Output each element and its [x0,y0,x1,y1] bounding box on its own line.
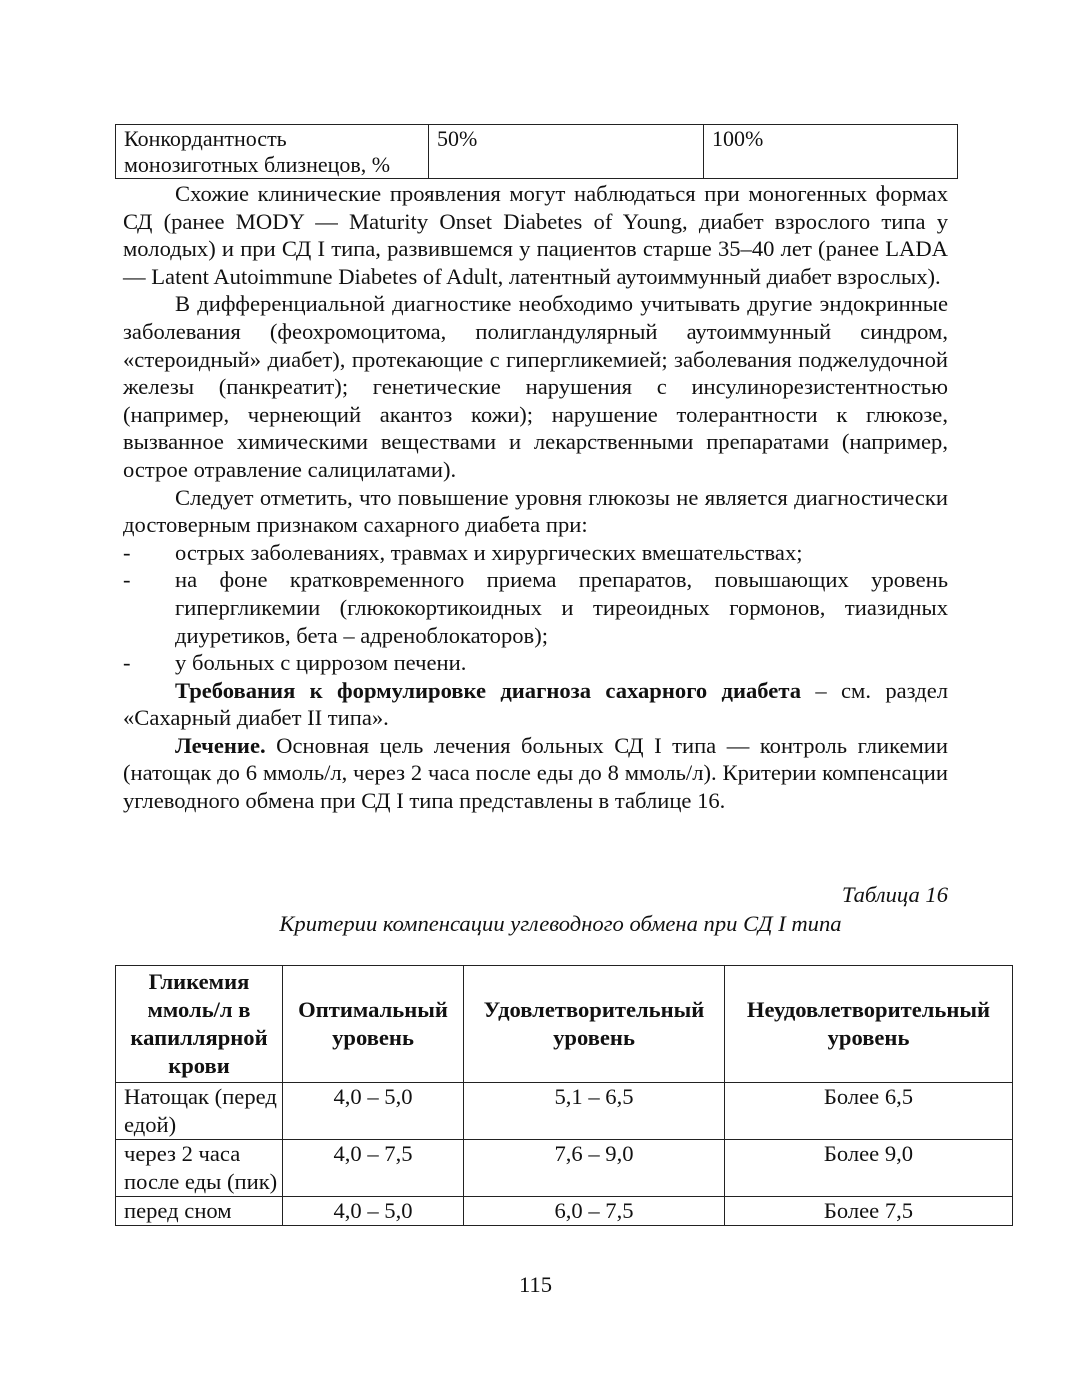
list-item [123,539,948,567]
table-cell: Более 7,5 [725,1197,1013,1226]
table-cell: 100% [704,125,958,179]
table-header-row [116,966,1013,1083]
bullet-dash: - [123,539,131,565]
list-item [123,649,948,677]
list-item-text: на фоне кратковременного приема препаратов, повышающих уровень гипергликемии (глюкокортикоидных и тиреоидных гормонов, тиазидных диуретиков, бета – адреноблокаторов); [175,567,948,648]
bold-lead: Требования к формулировке диагноза сахарного диабета [175,677,801,703]
column-header: Оптимальный уровень [283,966,464,1083]
paragraph: Следует отметить, что повышение уровня глюкозы не является диагностически достоверным признаком сахарного диабета при: [123,484,948,538]
table-row [116,1083,1013,1140]
table-cell: 50% [429,125,704,179]
row-label: Натощак (перед едой) [116,1083,283,1140]
table-cell: 5,1 – 6,5 [464,1083,725,1140]
list-item [123,566,948,649]
table-row [116,1197,1013,1226]
bullet-dash: - [123,650,131,676]
column-header: Неудовлетворительный уровень [725,966,1013,1083]
row-label: перед сном [116,1197,283,1226]
list-item-text: у больных с циррозом печени. [175,650,467,676]
paragraph [123,732,948,815]
table-row [116,125,958,179]
table-cell: 4,0 – 7,5 [283,1140,464,1197]
table-cell: Более 6,5 [725,1083,1013,1140]
table-cell: 4,0 – 5,0 [283,1197,464,1226]
paragraph [123,677,948,732]
bullet-dash: - [123,567,131,593]
column-header: Гликемия ммоль/л в капиллярной крови [116,966,283,1083]
page-number: 115 [518,1272,553,1297]
table-cell: Более 9,0 [725,1140,1013,1197]
table-row [116,1140,1013,1197]
table-cell: 7,6 – 9,0 [464,1140,725,1197]
table-title: Критерии компенсации углеводного обмена при СД I типа [279,911,842,936]
table-cell: Конкордантность монозиготных близнецов, % [116,125,429,179]
paragraph-rest: – см. раздел «Сахарный диабет II типа». [123,677,949,731]
list-item-text: острых заболеваниях, травмах и хирургических вмешательствах; [175,539,803,565]
paragraph-rest: Основная цель лечения больных СД I типа — контроль гликемии (натощак до 6 ммоль/л, через 2 часа после еды до 8 ммоль/л). Критерии компенсации углеводного обмена при СД I типа представлены в таблице 16. [123,732,948,814]
compensation-criteria-table [115,965,1013,1226]
concordance-table [115,124,958,179]
row-label: через 2 часа после еды (пик) [116,1140,283,1197]
table-cell: 6,0 – 7,5 [464,1197,725,1226]
table-number: Таблица 16 [841,882,948,907]
paragraph: Схожие клинические проявления могут наблюдаться при моногенных формах СД (ранее MODY — Maturity Onset Diabetes of Young, диабет взрослого типа у молодых) и при СД I типа, развившемся у пациентов старше 35–40 лет (ранее LADA — Latent Autoimmune Diabetes of Adult, латентный аутоиммунный диабет взрослых). [123,181,948,289]
paragraph: В дифференциальной диагностике необходимо учитывать другие эндокринные заболевания (феохромоцитома, полигландулярный аутоиммунный синдром, «стероидный» диабет), протекающие с гипергликемией; заболевания поджелудочной железы (панкреатит); генетические нарушения с инсулинорезистентностью (например, чернеющий акантоз кожи); нарушение толерантности к глюкозе, вызванное химическими веществами и лекарственными препаратами (например, острое отравление салицилатами). [123,291,948,482]
column-header: Удовлетворительный уровень [464,966,725,1083]
body-text [123,180,948,815]
bold-lead: Лечение. [175,732,266,758]
table-cell: 4,0 – 5,0 [283,1083,464,1140]
